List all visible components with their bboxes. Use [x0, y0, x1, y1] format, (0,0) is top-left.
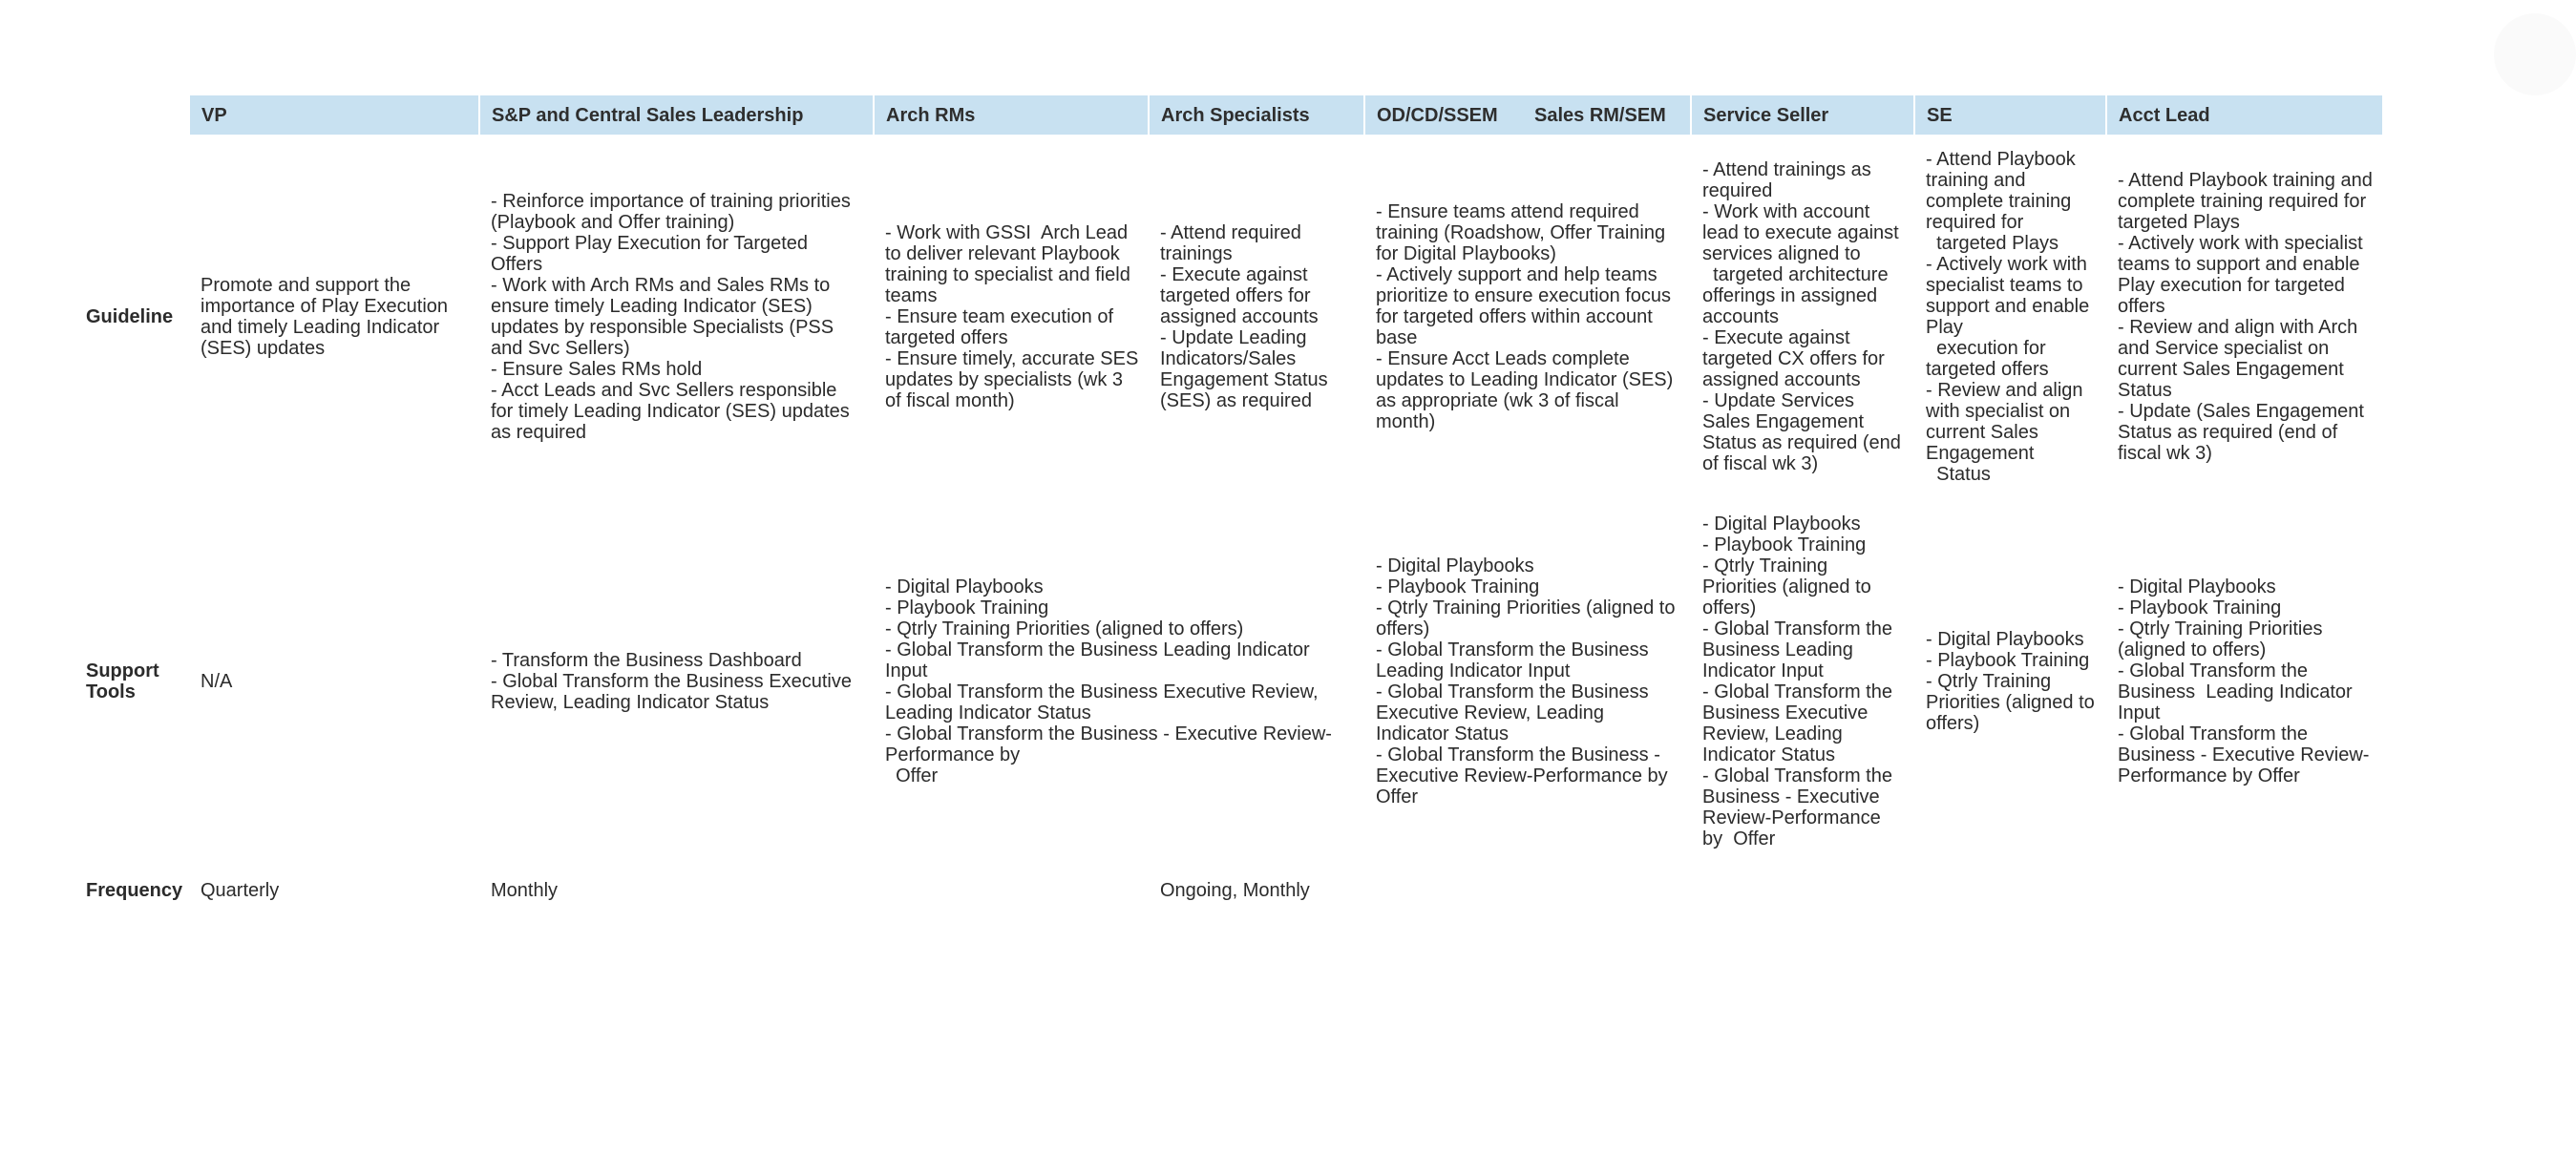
col-header-arch-specialists: Arch Specialists — [1149, 95, 1364, 135]
responsibility-matrix — [78, 95, 2382, 917]
col-header-acct-lead: Acct Lead — [2106, 95, 2382, 135]
support-tools-service-seller: - Digital Playbooks - Playbook Training - Qtrly Training Priorities (aligned to offers) - Global Transform the Business Leading Indicator Input - Global Transform the Business Executive Review, Leading Indicator Status - Global Transform the Business - Executive Review-Performance by Offer — [1702, 514, 1892, 849]
header-corner — [78, 95, 189, 135]
support-tools-vp: N/A — [201, 671, 233, 692]
frequency-sp-arch-rms: Monthly — [491, 880, 559, 901]
row-label-support-tools: Support Tools — [86, 660, 165, 702]
col-header-arch-rms: Arch RMs — [874, 95, 1149, 135]
row-label-frequency: Frequency — [86, 880, 183, 901]
guideline-od-sales-rm: - Ensure teams attend required training (Roadshow, Offer Training for Digital Playbooks) - Actively support and help teams prioritize to ensure execution focus for targeted offers within account base - Ensure Acct Leads complete updates to Leading Indicator (SES) as appropriate (wk 3 of fiscal month) — [1376, 201, 1674, 432]
col-header-sales-rm-sem: Sales RM/SEM — [1523, 95, 1691, 135]
row-label-guideline: Guideline — [86, 306, 174, 327]
guideline-arch-rms: - Work with GSSI Arch Lead to deliver relevant Playbook training to specialist and field teams - Ensure team execution of targeted offers - Ensure timely, accurate SES updates by specialists (wk 3 of fiscal month) — [885, 222, 1139, 411]
col-header-sp-central: S&P and Central Sales Leadership — [479, 95, 874, 135]
guideline-sp-central: - Reinforce importance of training priorities (Playbook and Offer training) - Support Play Execution for Targeted Offers - Work with Arch RMs and Sales RMs to ensure timely Leading Indicator (SES) updates by responsible Specialists (PSS and Svc Sellers) - Ensure Sales RMs hold - Acct Leads and Svc Sellers responsible for timely Leading Indicator (SES) updates as required — [491, 191, 851, 443]
guideline-acct-lead: - Attend Playbook training and complete training required for targeted Plays - Actively work with specialist teams to support and enable Play execution for targeted offers - Review and align with Arch and Service specialist on current Sales Engagement Status - Update (Sales Engagement Status as required (end of fiscal wk 3) — [2118, 170, 2373, 464]
frequency-arch-specialists-onward: Ongoing, Monthly — [1160, 880, 1310, 901]
guideline-row — [78, 135, 2382, 499]
support-tools-se: - Digital Playbooks - Playbook Training - Qtrly Training Priorities (aligned to offers) — [1926, 629, 2095, 734]
frequency-vp: Quarterly — [201, 880, 280, 901]
frequency-row — [78, 864, 2382, 917]
support-tools-sp-central: - Transform the Business Dashboard - Global Transform the Business Executive Review, Leading Indicator Status — [491, 650, 852, 713]
col-header-vp: VP — [189, 95, 479, 135]
corner-decoration — [2494, 13, 2576, 95]
col-header-service-seller: Service Seller — [1691, 95, 1914, 135]
guideline-vp: Promote and support the importance of Play Execution and timely Leading Indicator (SES) updates — [201, 275, 454, 359]
guideline-service-seller: - Attend trainings as required - Work with account lead to execute against services aligned to targeted architecture offerings in assigned accounts - Execute against targeted CX offers for assigned accounts - Update Services Sales Engagement Status as required (end of fiscal wk 3) — [1702, 159, 1901, 474]
support-tools-od-sales-rm: - Digital Playbooks - Playbook Training - Qtrly Training Priorities (aligned to offers) - Global Transform the Business Leading Indicator Input - Global Transform the Business Executive Review, Leading Indicator Status - Global Transform the Business - Executive Review-Performance by Offer — [1376, 556, 1676, 807]
support-tools-acct-lead: - Digital Playbooks - Playbook Training - Qtrly Training Priorities (aligned to offers) - Global Transform the Business Leading Indicator Input - Global Transform the Business - Executive Review- Performance by Offer — [2118, 576, 2370, 786]
guideline-se: - Attend Playbook training and complete training required for targeted Plays - Actively work with specialist teams to support and enable Play execution for targeted offers - Review and align with specialist on current Sales Engagement Status — [1926, 149, 2090, 485]
col-header-se: SE — [1914, 95, 2106, 135]
support-tools-arch: - Digital Playbooks - Playbook Training - Qtrly Training Priorities (aligned to offers) - Global Transform the Business Leading Indicator Input - Global Transform the Business Executive Review, Leading Indicator Status - Global Transform the Business - Executive Review- Performance by Offer — [885, 576, 1332, 786]
guideline-arch-specialists: - Attend required trainings - Execute against targeted offers for assigned accounts - Update Leading Indicators/Sales Engagement Status (SES) as required — [1160, 222, 1328, 411]
header-row — [78, 95, 2382, 135]
col-header-od-cd-ssem: OD/CD/SSEM — [1364, 95, 1523, 135]
support-tools-row — [78, 499, 2382, 864]
